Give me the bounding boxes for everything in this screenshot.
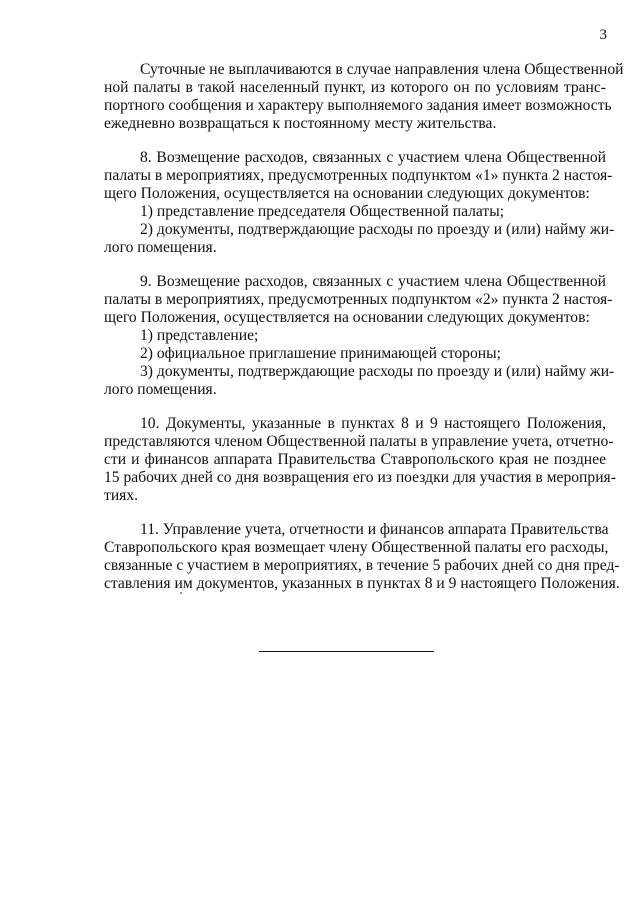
text-line: Суточные не выплачиваются в случае направления члена Общественной bbox=[140, 61, 624, 78]
text-line: портного сообщения и характеру выполняемого задания имеет возможность bbox=[104, 97, 612, 114]
page-number: 3 bbox=[599, 27, 607, 43]
text-line: щего Положения, осуществляется на основании следующих документов: bbox=[104, 185, 590, 202]
text-line: связанные с участием в мероприятиях, в течение 5 рабочих дней со дня пред- bbox=[104, 557, 620, 574]
text-line: 8. Возмещение расходов, связанных с участием члена Общественной bbox=[140, 149, 606, 166]
text-line: тиях. bbox=[104, 487, 139, 504]
text-line: щего Положения, осуществляется на основании следующих документов: bbox=[104, 309, 590, 326]
text-line: 10. Документы, указанные в пунктах 8 и 9 настоящего Положения, bbox=[140, 415, 606, 432]
list-item: 3) документы, подтверждающие расходы по проезду и (или) найму жи- bbox=[140, 363, 615, 380]
list-item: 2) документы, подтверждающие расходы по проезду и (или) найму жи- bbox=[140, 221, 615, 238]
scan-speck bbox=[180, 592, 182, 594]
text-line: 15 рабочих дней со дня возвращения его из поездки для участия в мероприя- bbox=[104, 469, 616, 486]
text-line: сти и финансов аппарата Правительства Ставропольского края не позднее bbox=[104, 451, 606, 468]
closing-rule bbox=[259, 651, 434, 652]
text-line: лого помещения. bbox=[104, 239, 217, 256]
text-line: палаты в мероприятиях, предусмотренных подпунктом «2» пункта 2 настоя- bbox=[104, 291, 613, 308]
text-line: ставления им документов, указанных в пунктах 8 и 9 настоящего Положения. bbox=[104, 575, 620, 592]
text-line: ежедневно возвращаться к постоянному месту жительства. bbox=[104, 115, 497, 132]
list-item: 1) представление председателя Общественной палаты; bbox=[140, 203, 505, 220]
list-item: 1) представление; bbox=[140, 327, 259, 344]
text-line: Ставропольского края возмещает члену Общественной палаты его расходы, bbox=[104, 539, 609, 556]
text-line: лого помещения. bbox=[104, 381, 217, 398]
text-line: 11. Управление учета, отчетности и финансов аппарата Правительства bbox=[140, 521, 609, 538]
text-line: ной палаты в такой населенный пункт, из которого он по условиям транс- bbox=[104, 79, 606, 96]
text-line: 9. Возмещение расходов, связанных с участием члена Общественной bbox=[140, 273, 606, 290]
text-line: представляются членом Общественной палаты в управление учета, отчетно- bbox=[104, 433, 614, 450]
text-line: палаты в мероприятиях, предусмотренных подпунктом «1» пункта 2 настоя- bbox=[104, 167, 613, 184]
list-item: 2) официальное приглашение принимающей стороны; bbox=[140, 345, 501, 362]
